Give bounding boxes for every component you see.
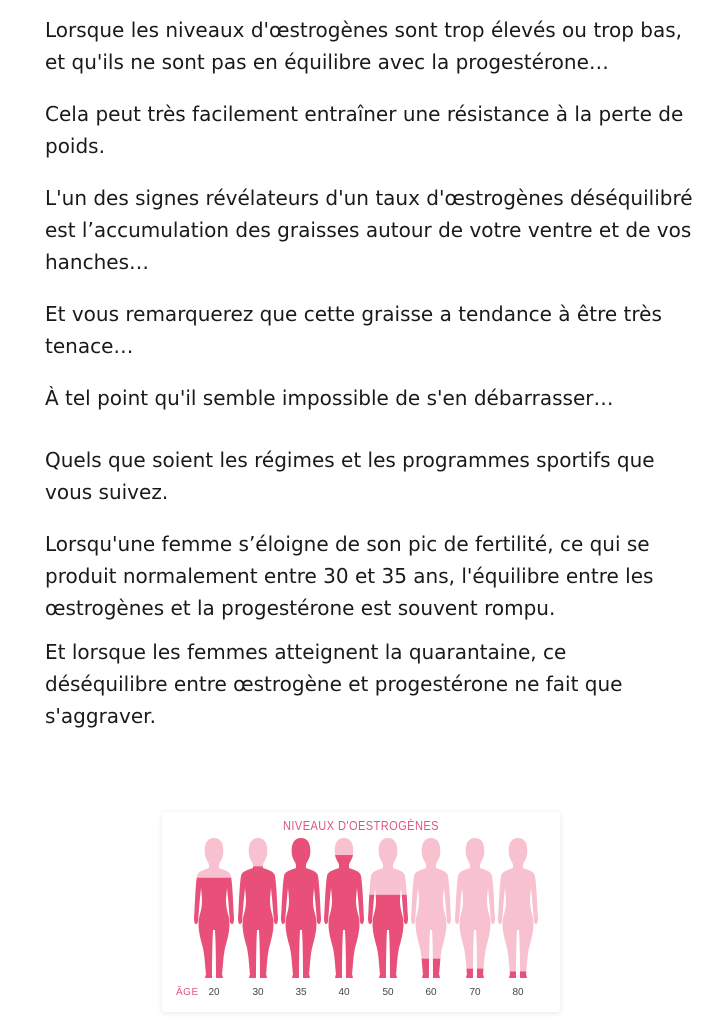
paragraph: Lorsque les niveaux d'œstrogènes sont trop élevés ou trop bas, et qu'ils ne sont pas en équilibre avec la progestérone… — [45, 18, 682, 74]
paragraph: Et lorsque les femmes atteignent la quarantaine, ce déséquilibre entre œstrogène et progestérone ne fait que s'aggraver. — [45, 640, 623, 728]
estrogen-level-fill — [493, 971, 543, 980]
age-value: 35 — [295, 987, 307, 998]
estrogen-levels-figure — [162, 812, 560, 1012]
paragraph: Cela peut très facilement entraîner une résistance à la perte de poids. — [45, 102, 684, 158]
estrogen-level-fill — [189, 878, 239, 980]
silhouette-80 — [493, 838, 543, 980]
article-body — [45, 14, 695, 752]
paragraph: À tel point qu'il semble impossible de s'en débarrasser… — [45, 386, 614, 410]
estrogen-level-fill — [319, 855, 369, 980]
estrogen-level-fill — [450, 969, 500, 980]
age-value: 50 — [382, 987, 394, 998]
figure-title: NIVEAUX D'OESTROGÈNES — [283, 818, 439, 833]
age-value: 30 — [252, 987, 264, 998]
silhouette-40 — [319, 838, 369, 980]
age-value: 20 — [208, 987, 220, 998]
silhouette-30 — [233, 838, 283, 980]
silhouette-base-fill — [450, 838, 500, 980]
paragraph: Et vous remarquerez que cette graisse a tendance à être très tenace… — [45, 302, 662, 358]
paragraph: Quels que soient les régimes et les programmes sportifs que vous suivez. — [45, 448, 655, 504]
age-value: 60 — [425, 987, 437, 998]
estrogen-level-fill — [406, 959, 456, 980]
estrogen-level-fill — [363, 895, 413, 980]
age-value: 40 — [338, 987, 350, 998]
silhouette-base-fill — [406, 838, 456, 980]
silhouette-50 — [363, 838, 413, 980]
silhouette-20 — [189, 838, 239, 980]
silhouette-35 — [276, 838, 326, 980]
silhouette-base-fill — [493, 838, 543, 980]
silhouette-60 — [406, 838, 456, 980]
paragraph: L'un des signes révélateurs d'un taux d'œstrogènes déséquilibré est l’accumulation des graisses autour de votre ventre et de vos hanches… — [45, 186, 693, 274]
paragraph: Lorsqu'une femme s’éloigne de son pic de fertilité, ce qui se produit normalement entre 30 et 35 ans, l'équilibre entre les œstrogènes et la progestérone est souvent rompu. — [45, 532, 654, 620]
estrogen-level-fill — [233, 866, 283, 980]
age-axis-label: ÂGE — [176, 987, 199, 998]
silhouette-70 — [450, 838, 500, 980]
age-value: 70 — [469, 987, 481, 998]
estrogen-level-fill — [276, 838, 326, 980]
age-value: 80 — [512, 987, 524, 998]
silhouettes-chart — [162, 836, 560, 986]
